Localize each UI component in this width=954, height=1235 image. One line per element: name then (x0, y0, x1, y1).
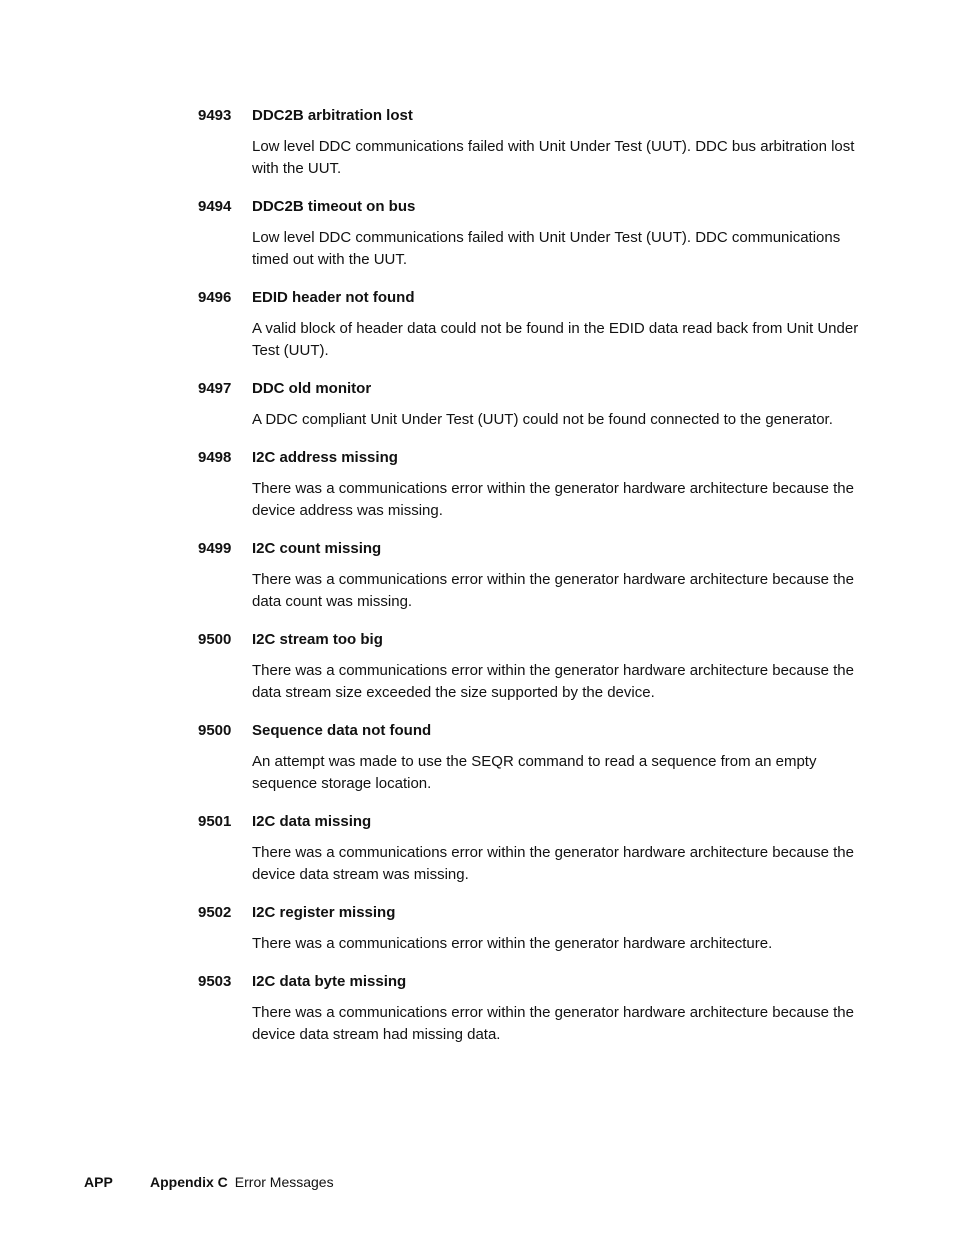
footer-appendix-label: Appendix C (150, 1174, 228, 1190)
error-entry (198, 287, 868, 362)
error-entry (198, 378, 868, 431)
error-entry (198, 902, 868, 955)
error-entry-header (198, 105, 868, 127)
error-entry-header (198, 196, 868, 218)
error-code: 9502 (198, 904, 232, 921)
error-title: I2C stream too big (252, 631, 383, 648)
error-description: There was a communications error within the generator hardware architecture because the device data stream had missing data. (252, 1004, 854, 1043)
error-title: I2C data byte missing (252, 973, 407, 990)
error-entry-header (198, 720, 868, 742)
error-entry-header (198, 902, 868, 924)
error-entry (198, 811, 868, 886)
error-code: 9493 (198, 107, 232, 124)
error-code: 9494 (198, 198, 232, 215)
error-code: 9503 (198, 973, 232, 990)
error-title: DDC2B arbitration lost (252, 107, 413, 124)
page-footer (84, 1172, 334, 1192)
footer-page-number: APP (84, 1174, 113, 1190)
error-entry (198, 720, 868, 795)
error-title: EDID header not found (252, 289, 415, 306)
error-entry (198, 105, 868, 180)
error-title: Sequence data not found (252, 722, 432, 739)
error-entry (198, 971, 868, 1046)
error-entry-header (198, 811, 868, 833)
error-entry-header (198, 287, 868, 309)
error-description: Low level DDC communications failed with Unit Under Test (UUT). DDC communications timed out with the UUT. (252, 229, 841, 268)
error-message-list (198, 105, 868, 1046)
error-description: There was a communications error within the generator hardware architecture because the data count was missing. (252, 571, 854, 610)
error-title: I2C address missing (252, 449, 398, 466)
error-description: A DDC compliant Unit Under Test (UUT) could not be found connected to the generator. (252, 411, 833, 428)
error-code: 9500 (198, 722, 232, 739)
error-description: There was a communications error within the generator hardware architecture. (252, 935, 773, 952)
error-description: There was a communications error within the generator hardware architecture because the device address was missing. (252, 480, 854, 519)
footer-section-title: Error Messages (234, 1174, 334, 1190)
error-entry-header (198, 538, 868, 560)
error-description: There was a communications error within the generator hardware architecture because the data stream size exceeded the size supported by the device. (252, 662, 854, 701)
error-description: There was a communications error within the generator hardware architecture because the device data stream was missing. (252, 844, 854, 883)
error-code: 9497 (198, 380, 232, 397)
error-entry-header (198, 629, 868, 651)
error-code: 9496 (198, 289, 232, 306)
error-entry (198, 196, 868, 271)
error-title: DDC old monitor (252, 380, 372, 397)
error-code: 9500 (198, 631, 232, 648)
error-code: 9499 (198, 540, 232, 557)
error-code: 9501 (198, 813, 232, 830)
error-description: An attempt was made to use the SEQR command to read a sequence from an empty sequence storage location. (252, 753, 817, 792)
error-entry (198, 447, 868, 522)
error-entry (198, 538, 868, 613)
error-description: Low level DDC communications failed with Unit Under Test (UUT). DDC bus arbitration lost with the UUT. (252, 138, 855, 177)
error-code: 9498 (198, 449, 232, 466)
error-title: I2C data missing (252, 813, 372, 830)
error-entry-header (198, 971, 868, 993)
error-title: I2C count missing (252, 540, 382, 557)
error-description: A valid block of header data could not be found in the EDID data read back from Unit Under Test (UUT). (252, 320, 859, 359)
error-title: I2C register missing (252, 904, 396, 921)
error-entry-header (198, 378, 868, 400)
error-title: DDC2B timeout on bus (252, 198, 416, 215)
error-entry-header (198, 447, 868, 469)
error-entry (198, 629, 868, 704)
